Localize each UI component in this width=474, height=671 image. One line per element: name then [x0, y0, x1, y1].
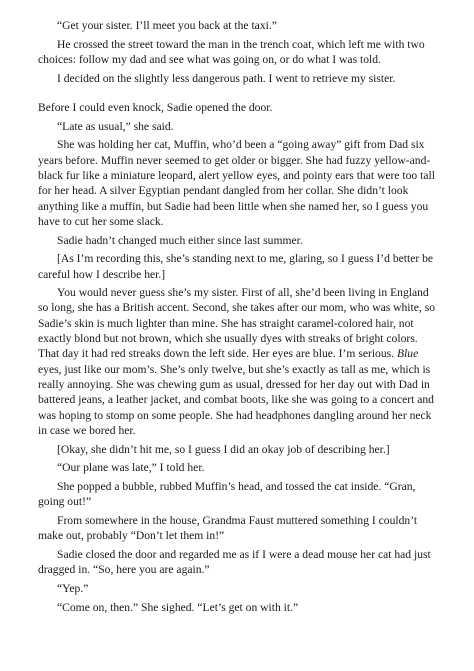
- paragraph: “Come on, then.” She sighed. “Let’s get on with it.”: [57, 600, 299, 614]
- italic-emphasis: Blue: [396, 347, 419, 361]
- paragraph: “Our plane was late,” I told her.: [57, 461, 205, 475]
- paragraph: Sadie hadn’t changed much either since last summer.: [57, 233, 303, 247]
- scene-break-paragraph: Before I could even knock, Sadie opened the door.: [38, 100, 273, 114]
- paragraph: He crossed the street toward the man in the trench coat, which left me with two choices: follow my dad and see what was going on, or do what I was told.: [38, 37, 425, 66]
- paragraph: “Get your sister. I’ll meet you back at the taxi.”: [57, 19, 277, 32]
- paragraph: “Late as usual,” she said.: [57, 119, 174, 133]
- paragraph: She popped a bubble, rubbed Muffin’s head, and tossed the cat inside. “Gran, going out!”: [38, 479, 416, 509]
- paragraph: “Yep.”: [57, 581, 89, 595]
- paragraph-text: You would never guess she’s my sister. First of all, she’d been living in England so long, she has a British accent. Second, she takes after our mom, who was white, so Sadie’s skin is much lighter than mine. She has straight caramel-colored hair, not exactly blond but not brown, which she usually dyes with streaks of bright colors. That day it had red streaks down the left side. Her eyes are blue. I’m serious.: [38, 286, 436, 361]
- paragraph: Sadie closed the door and regarded me as if I were a dead mouse her cat had just dragged in. “So, here you are again.”: [38, 547, 431, 577]
- paragraph: [38, 285, 436, 438]
- paragraph: From somewhere in the house, Grandma Faust muttered something I couldn’t make out, probably “Don’t let them in!”: [38, 513, 418, 543]
- aside-paragraph: [Okay, she didn’t hit me, so I guess I did an okay job of describing her.]: [57, 442, 390, 456]
- paragraph: She was holding her cat, Muffin, who’d been a “going away” gift from Dad six years before. Muffin never seemed to get older or bigger. She had fuzzy yellow-and-black fur like a miniature leopard, alert yellow eyes, and pointy ears that were too tall for her head. A silver Egyptian pendant dangled from her collar. She didn’t look anything like a muffin, but Sadie had been little when she named her, so I guess you have to cut her some slack.: [38, 138, 435, 228]
- paragraph-text: eyes, just like our mom’s. She’s only twelve, but she’s exactly as tall as me, which is really annoying. She was chewing gum as usual, dressed for her day out with Dad in battered jeans, a leather jacket, and combat boots, like she was going to a concert and was hoping to stomp on some people. She had headphones dangling around her neck in case we bored her.: [38, 362, 434, 437]
- paragraph: I decided on the slightly less dangerous path. I went to retrieve my sister.: [57, 71, 396, 85]
- aside-paragraph: [As I’m recording this, she’s standing next to me, glaring, so I guess I’d better be careful how I describe her.]: [38, 252, 434, 281]
